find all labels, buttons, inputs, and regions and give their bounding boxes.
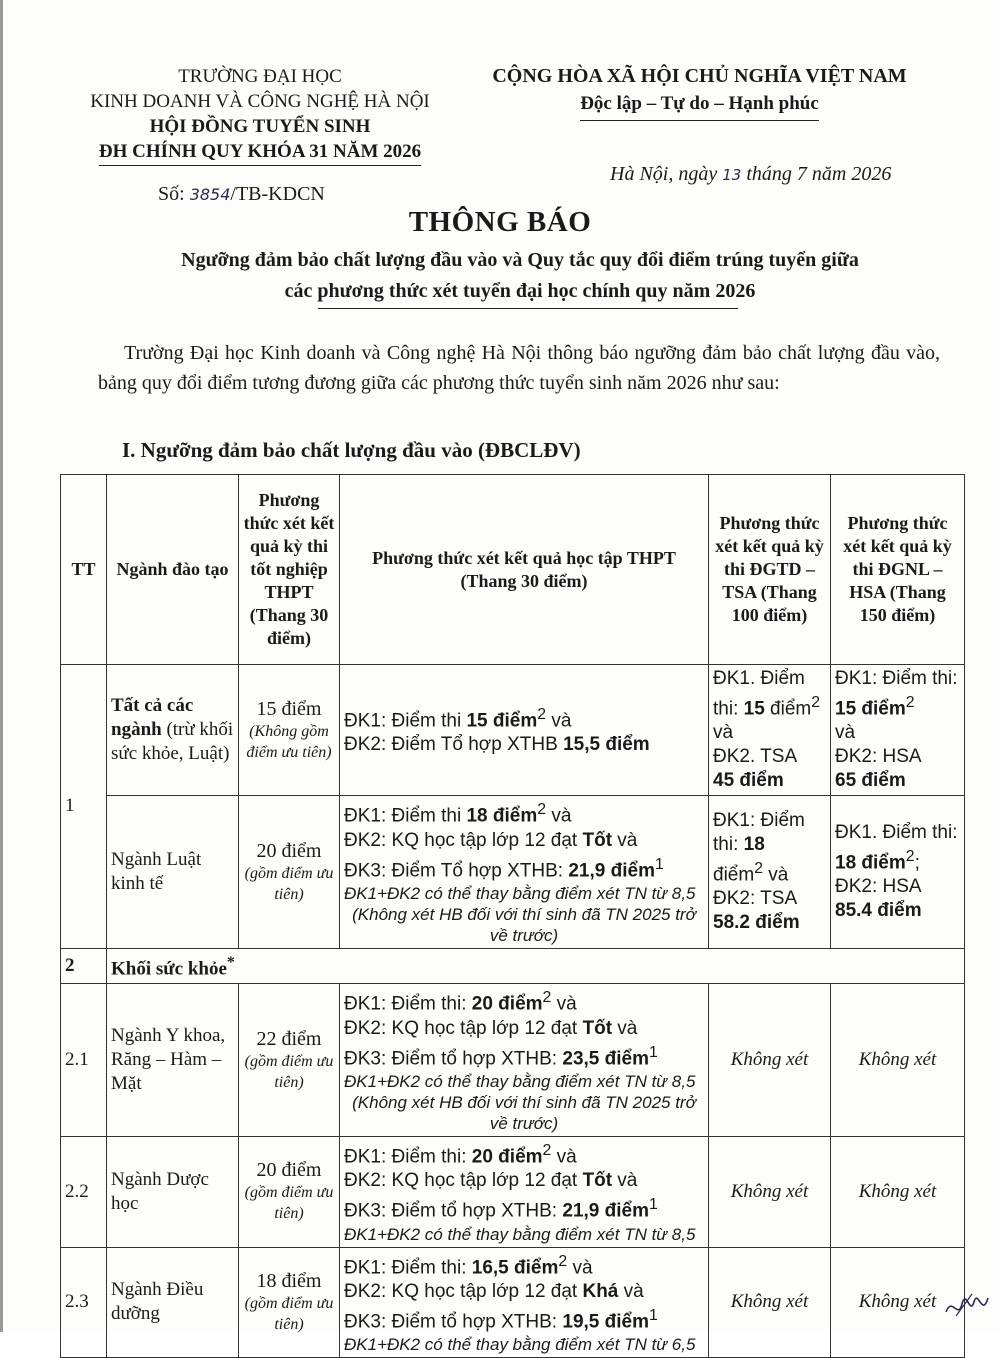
tsa-cell bbox=[709, 665, 831, 796]
col-header-hsa: Phương thức xét kết quả kỳ thi ĐGNL – HSA (Thang 150 điểm) bbox=[831, 475, 965, 665]
document-subtitle bbox=[70, 245, 970, 307]
major-cell bbox=[107, 665, 239, 796]
exclusion-note: (Không xét HB đối với thí sinh đã TN 2025 trở về trước) bbox=[352, 1092, 696, 1133]
thpt-score-note: (Không gồm điểm ưu tiên) bbox=[246, 722, 332, 761]
national-header bbox=[452, 62, 947, 121]
subtitle-line2: các phương thức xét tuyển đại học chính quy năm 2026 bbox=[284, 280, 756, 302]
substitution-note: ĐK1+ĐK2 có thể thay bằng điểm xét TN từ 8,5 bbox=[344, 1224, 696, 1244]
substitution-note: ĐK1+ĐK2 có thể thay bằng điểm xét TN từ 6,5 bbox=[344, 1335, 696, 1355]
footnote-mark: 2 bbox=[542, 1141, 552, 1159]
condition-value: 15 bbox=[743, 698, 765, 720]
condition-text: và bbox=[612, 1017, 638, 1039]
footnote-mark: 2 bbox=[811, 694, 821, 711]
thpt-score: 20 điểm bbox=[256, 839, 322, 862]
major-cell: Ngành Điều dưỡng bbox=[107, 1247, 239, 1358]
condition-value: 20 điểm bbox=[471, 993, 543, 1015]
condition-text: ĐK1: Điểm thi bbox=[344, 805, 467, 827]
major-cell: Ngành Y khoa, Răng – Hàm – Mặt bbox=[107, 984, 239, 1137]
row-tt: 2.3 bbox=[61, 1247, 107, 1358]
table-row bbox=[61, 984, 965, 1137]
condition-text: ĐK2: KQ học tập lớp 12 đạt bbox=[344, 829, 583, 851]
row-tt: 2.1 bbox=[61, 984, 107, 1137]
thpt-score-note: (gồm điểm ưu tiên) bbox=[244, 1294, 334, 1333]
thpt-score-cell bbox=[239, 796, 340, 949]
condition-value: 19,5 điểm bbox=[562, 1311, 649, 1333]
condition-text: ĐK1: Điểm thi: bbox=[344, 1256, 472, 1278]
major-cell: Ngành Luật kinh tế bbox=[107, 796, 239, 949]
footnote-mark: * bbox=[226, 953, 235, 971]
condition-value: 23,5 điểm bbox=[562, 1047, 649, 1069]
condition-text: ĐK2: KQ học tập lớp 12 đạt bbox=[344, 1170, 583, 1192]
condition-value: Tốt bbox=[582, 1170, 613, 1192]
condition-text: ĐK1: Điểm thi: bbox=[835, 668, 958, 689]
date-suffix: tháng 7 năm 2026 bbox=[746, 163, 892, 185]
table-row bbox=[61, 796, 965, 949]
hoctap-cell bbox=[340, 1136, 709, 1247]
condition-text: và bbox=[612, 1170, 638, 1192]
group-label: Khối sức khỏe bbox=[111, 958, 227, 980]
condition-value: Tốt bbox=[582, 1017, 613, 1039]
condition-text: ĐK3: Điểm Tổ hợp XTHB: bbox=[344, 859, 569, 881]
condition-text: ĐK1: Điểm thi: bbox=[713, 809, 805, 855]
condition-value: Tốt bbox=[582, 829, 613, 851]
condition-text: và bbox=[835, 722, 856, 744]
footnote-mark: 2 bbox=[537, 801, 547, 819]
major-cell: Ngành Dược học bbox=[107, 1136, 239, 1247]
section-heading: I. Ngưỡng đảm bảo chất lượng đầu vào (ĐBCLĐV) bbox=[122, 438, 581, 462]
row-tt: 2 bbox=[61, 948, 107, 983]
date-day-handwritten: 13 bbox=[722, 166, 742, 184]
col-header-thpt: Phương thức xét kết quả kỳ thi tốt nghiệp THPT (Thang 30 điểm) bbox=[239, 475, 340, 665]
condition-value: 18 bbox=[743, 833, 765, 855]
footnote-mark: 2 bbox=[754, 859, 763, 877]
condition-text: ĐK2: TSA bbox=[713, 888, 798, 910]
thpt-score-cell bbox=[239, 984, 340, 1137]
table-row bbox=[61, 665, 965, 796]
condition-text: và bbox=[567, 1256, 593, 1278]
exclusion-note: (Không xét HB đối với thí sinh đã TN 2025 trở về trước) bbox=[352, 904, 696, 945]
condition-value: Khá bbox=[582, 1280, 619, 1302]
condition-text: và bbox=[618, 1280, 644, 1302]
doc-number-prefix: Số: bbox=[158, 183, 185, 205]
university-line1: TRƯỜNG ĐẠI HỌC bbox=[178, 66, 342, 87]
major-rest: (trừ khối sức khỏe, Luật) bbox=[111, 719, 234, 765]
condition-text: ĐK2: KQ học tập lớp 12 đạt bbox=[344, 1280, 583, 1302]
thpt-score-note: (gồm điểm ưu tiên) bbox=[244, 1184, 334, 1223]
major-bold: Tất cả các ngành bbox=[111, 695, 194, 741]
tsa-cell: Không xét bbox=[709, 984, 831, 1137]
condition-value: 15 điểm bbox=[466, 710, 538, 732]
footnote-mark: 2 bbox=[542, 989, 552, 1007]
thpt-score-note: (gồm điểm ưu tiên) bbox=[244, 1052, 334, 1091]
tsa-cell bbox=[709, 796, 831, 949]
council-name: HỘI ĐỒNG TUYỂN SINH bbox=[149, 116, 371, 137]
thpt-score: 18 điểm bbox=[256, 1269, 322, 1292]
thpt-score: 15 điểm bbox=[256, 697, 322, 720]
condition-value: 16,5 điểm bbox=[471, 1256, 559, 1278]
condition-text: và bbox=[546, 805, 572, 827]
condition-text: ĐK2: KQ học tập lớp 12 đạt bbox=[344, 1017, 583, 1039]
thpt-score-cell bbox=[239, 1136, 340, 1247]
condition-value: 21,9 điểm bbox=[562, 1200, 649, 1222]
initials-signature-mark bbox=[942, 1290, 992, 1322]
hoctap-cell bbox=[340, 665, 709, 796]
document-number bbox=[158, 183, 325, 206]
condition-value: 15,5 điểm bbox=[563, 734, 650, 756]
condition-text: và bbox=[546, 710, 572, 732]
document-date bbox=[610, 163, 891, 186]
footnote-mark: 1 bbox=[648, 1043, 658, 1061]
condition-value: 58.2 điểm bbox=[713, 912, 800, 934]
group-label-cell bbox=[107, 948, 965, 983]
condition-text: ĐK2: Điểm Tổ hợp XTHB bbox=[344, 734, 564, 756]
footnote-mark: 1 bbox=[648, 1196, 658, 1214]
thpt-score-cell bbox=[239, 1247, 340, 1358]
date-prefix: Hà Nội, ngày bbox=[610, 163, 718, 185]
footnote-mark: 1 bbox=[648, 1306, 658, 1324]
condition-text: ĐK1: Điểm thi bbox=[344, 710, 467, 732]
condition-value: 21,9 điểm bbox=[568, 859, 655, 881]
condition-text: ĐK3: Điểm tổ hợp XTHB: bbox=[344, 1200, 563, 1222]
condition-text: ĐK1. Điểm thi: bbox=[835, 821, 958, 843]
condition-value: 15 điểm bbox=[835, 698, 906, 720]
university-line2: KINH DOANH VÀ CÔNG NGHỆ HÀ NỘI bbox=[90, 91, 430, 112]
condition-text: ĐK3: Điểm tổ hợp XTHB: bbox=[344, 1047, 563, 1069]
doc-number-handwritten: 3854 bbox=[189, 185, 231, 204]
tsa-cell: Không xét bbox=[709, 1247, 831, 1358]
nation-title: CỘNG HÒA XÃ HỘI CHỦ NGHĨA VIỆT NAM bbox=[492, 65, 907, 87]
condition-text: và bbox=[612, 829, 638, 851]
thpt-score: 22 điểm bbox=[256, 1027, 322, 1050]
condition-value: 45 điểm bbox=[713, 770, 784, 792]
row-tt: 2.2 bbox=[61, 1136, 107, 1247]
hsa-cell: Không xét bbox=[831, 1136, 965, 1247]
footnote-mark: 2 bbox=[537, 706, 547, 723]
substitution-note: ĐK1+ĐK2 có thể thay bằng điểm xét TN từ 8,5 bbox=[344, 1071, 696, 1091]
doc-number-suffix: /TB-KDCN bbox=[230, 183, 325, 205]
condition-value: 20 điểm bbox=[471, 1146, 543, 1168]
thpt-score: 20 điểm bbox=[256, 1159, 322, 1182]
table-row bbox=[61, 1247, 965, 1358]
table-group-row bbox=[61, 948, 965, 983]
col-header-hoctap: Phương thức xét kết quả học tập THPT (Thang 30 điểm) bbox=[340, 475, 709, 665]
thpt-score-note: (gồm điểm ưu tiên) bbox=[244, 864, 334, 903]
substitution-note: ĐK1+ĐK2 có thể thay bằng điểm xét TN từ 8,5 bbox=[344, 883, 696, 903]
intro-paragraph: Trường Đại học Kinh doanh và Công nghệ Hà Nội thông báo ngưỡng đảm bảo chất lượng đầu vào, bảng quy đổi điểm tương đương giữa các phương thức tuyển sinh năm 2026 như sau: bbox=[98, 342, 940, 394]
condition-text: điểm bbox=[764, 698, 812, 720]
footnote-mark: 1 bbox=[654, 855, 664, 873]
condition-text: ĐK2. TSA bbox=[713, 746, 798, 768]
hoctap-cell bbox=[340, 984, 709, 1137]
col-header-major: Ngành đào tạo bbox=[107, 475, 239, 665]
condition-value: 18 điểm bbox=[835, 852, 906, 874]
hsa-cell: Không xét bbox=[831, 984, 965, 1137]
condition-text: và bbox=[551, 993, 577, 1015]
institution-header bbox=[60, 64, 460, 166]
hsa-cell bbox=[831, 665, 965, 796]
hsa-cell: Không xét bbox=[831, 1247, 965, 1358]
tsa-cell: Không xét bbox=[709, 1136, 831, 1247]
page-edge-shadow bbox=[0, 0, 3, 1332]
subtitle-line1: Ngưỡng đảm bảo chất lượng đầu vào và Quy tắc quy đổi điểm trúng tuyển giữa bbox=[181, 249, 859, 271]
condition-text: điểm bbox=[713, 864, 755, 886]
condition-text: ĐK1: Điểm thi: bbox=[344, 993, 472, 1015]
subtitle-underline bbox=[318, 308, 738, 309]
condition-text: ; bbox=[914, 852, 920, 874]
row-tt: 1 bbox=[61, 665, 107, 949]
footnote-mark: 2 bbox=[905, 847, 915, 865]
condition-value: 65 điểm bbox=[835, 770, 906, 792]
condition-value: 85.4 điểm bbox=[835, 900, 922, 922]
condition-value: 18 điểm bbox=[466, 805, 538, 827]
hsa-cell bbox=[831, 796, 965, 949]
col-header-tt: TT bbox=[61, 475, 107, 665]
condition-text: ĐK1: Điểm thi: bbox=[344, 1146, 472, 1168]
condition-text: và bbox=[763, 864, 789, 886]
footnote-mark: 2 bbox=[905, 694, 915, 711]
threshold-table bbox=[60, 474, 965, 1358]
hoctap-cell bbox=[340, 1247, 709, 1358]
table-row bbox=[61, 1136, 965, 1247]
condition-text: và bbox=[551, 1146, 577, 1168]
document-title: THÔNG BÁO bbox=[408, 206, 592, 238]
national-motto: Độc lập – Tự do – Hạnh phúc bbox=[580, 90, 819, 121]
condition-text: ĐK1. Điểm thi: bbox=[713, 668, 805, 720]
condition-text: ĐK2: HSA bbox=[835, 876, 922, 898]
footnote-mark: 2 bbox=[558, 1252, 568, 1270]
hoctap-cell bbox=[340, 796, 709, 949]
council-program: ĐH CHÍNH QUY KHÓA 31 NĂM 2026 bbox=[99, 139, 421, 166]
condition-text: ĐK3: Điểm tổ hợp XTHB: bbox=[344, 1311, 563, 1333]
table-header-row bbox=[61, 475, 965, 665]
condition-text: ĐK2: HSA bbox=[835, 746, 922, 768]
condition-text: và bbox=[713, 722, 734, 744]
thpt-score-cell bbox=[239, 665, 340, 796]
col-header-tsa: Phương thức xét kết quả kỳ thi ĐGTD – TSA (Thang 100 điểm) bbox=[709, 475, 831, 665]
